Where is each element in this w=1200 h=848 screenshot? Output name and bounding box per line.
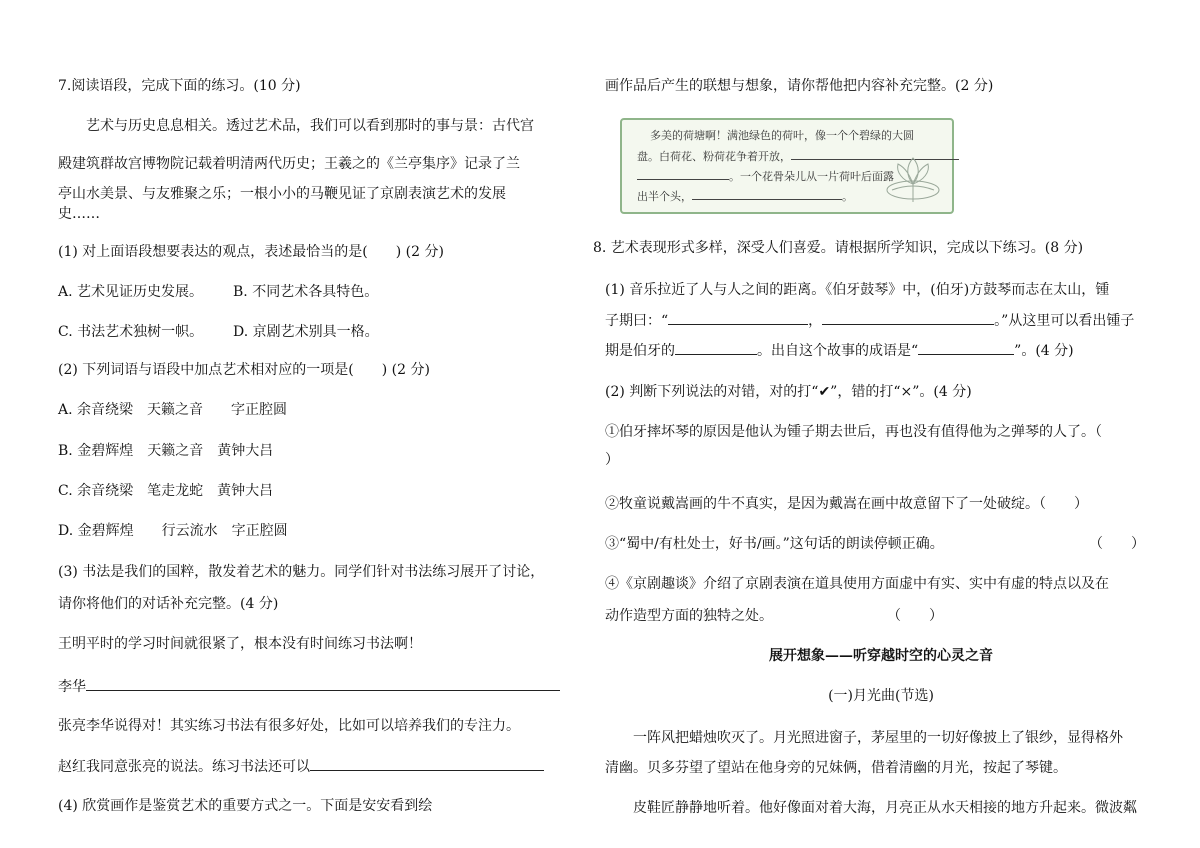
q8-text: ”。(4 分) <box>1014 343 1074 359</box>
q8-1-line <box>605 310 1134 331</box>
story-line: 一阵风把蜡烛吹灭了。月光照进窗子，茅屋里的一切好像披上了银纱，显得格外 <box>633 730 1123 746</box>
judgement-1: ①伯牙摔坏琴的原因是他认为锺子期去世后，再也没有值得他为之弹琴的人了。（ <box>605 424 1102 440</box>
passage-line: 殿建筑群故宫博物院记载着明清两代历史；王羲之的《兰亭集序》记录了兰 <box>58 156 520 172</box>
q1-option-a: A. 艺术见证历史发展。 <box>58 284 204 300</box>
q2-option: A. 余音绕梁 天籁之音 字正腔圆 <box>58 402 288 418</box>
q3-stem: (3) 书法是我们的国粹，散发着艺术的魅力。同学们针对书法练习展开了讨论， <box>58 564 545 580</box>
q4-stem: (4) 欣赏画作是鉴赏艺术的重要方式之一。下面是安安看到绘 <box>58 798 433 814</box>
painting-imagination-box <box>620 118 954 214</box>
box-answer-blank[interactable] <box>692 188 842 200</box>
q1-option-c: C. 书法艺术独树一帜。 <box>58 324 204 340</box>
passage-line: 亭山水美景、与友雅聚之乐；一根小小的马鞭见证了京剧表演艺术的发展 <box>58 186 506 202</box>
q8-text: 期是伯牙的 <box>605 343 675 359</box>
judgement-2: ②牧童说戴嵩画的牛不真实，是因为戴嵩在画中故意留下了一处破绽。（ ） <box>605 496 1088 512</box>
judgement-4-paren[interactable]: （ ） <box>887 608 943 624</box>
q3-stem: 请你将他们的对话补充完整。(4 分) <box>58 596 279 612</box>
box-answer-blank[interactable] <box>637 168 729 180</box>
dialog-li <box>58 676 560 697</box>
box-line <box>637 188 853 205</box>
box-text: 盘。白荷花、粉荷花争着开放， <box>637 150 791 163</box>
box-text: 。 <box>842 190 853 203</box>
dialog-zhang: 张亮李华说得对！其实练习书法有很多好处，比如可以培养我们的专注力。 <box>58 718 520 734</box>
q8-text: 。”从这里可以看出锺子 <box>994 313 1135 329</box>
q8-2-stem: (2) 判断下列说法的对错，对的打“✔”，错的打“×”。(4 分) <box>605 384 972 400</box>
judgement-3: ③“蜀中/有杜处士，好书/画。”这句话的朗读停顿正确。 <box>605 536 944 552</box>
q1-stem: (1) 对上面语段想要表达的观点，表述最恰当的是( ) (2 分) <box>58 244 444 260</box>
box-line <box>637 168 894 185</box>
q1-option-b: B. 不同艺术各具特色。 <box>233 284 379 300</box>
box-text: 出半个头， <box>637 190 692 203</box>
lotus-sketch-icon <box>882 146 944 206</box>
story-title: (一)月光曲(节选) <box>828 688 934 704</box>
answer-blank[interactable] <box>675 340 757 355</box>
answer-blank[interactable] <box>822 310 994 325</box>
answer-blank[interactable] <box>668 310 808 325</box>
q8-text: 子期曰：“ <box>605 313 669 329</box>
answer-blank[interactable] <box>86 676 560 691</box>
q4-continued: 画作品后产生的联想与想象，请你帮他把内容补充完整。(2 分) <box>605 78 994 94</box>
judgement-4: ④《京剧趣谈》介绍了京剧表演在道具使用方面虚中有实、实中有虚的特点以及在 <box>605 576 1109 592</box>
q2-option: B. 金碧辉煌 天籁之音 黄钟大吕 <box>58 443 274 459</box>
dialog-zhao-text: 赵红我同意张亮的说法。练习书法还可以 <box>58 759 310 775</box>
section-title: 展开想象——听穿越时空的心灵之音 <box>769 648 993 664</box>
speaker-name: 李华 <box>58 679 86 695</box>
story-line: 清幽。贝多芬望了望站在他身旁的兄妹俩，借着清幽的月光，按起了琴键。 <box>605 760 1067 776</box>
q2-stem: (2) 下列词语与语段中加点艺术相对应的一项是( ) (2 分) <box>58 362 430 378</box>
q2-option: C. 余音绕梁 笔走龙蛇 黄钟大吕 <box>58 483 274 499</box>
q1-option-d: D. 京剧艺术别具一格。 <box>233 324 379 340</box>
q8-text: 。出自这个故事的成语是“ <box>757 343 919 359</box>
dialog-zhao <box>58 756 544 777</box>
story-line: 皮鞋匠静静地听着。他好像面对着大海，月亮正从水天相接的地方升起来。微波粼 <box>633 800 1137 816</box>
box-text: 。一个花骨朵儿从一片荷叶后面露 <box>729 170 894 183</box>
judgement-3-paren[interactable]: （ ） <box>1089 536 1145 552</box>
q2-option: D. 金碧辉煌 行云流水 字正腔圆 <box>58 523 288 539</box>
judgement-4-cont: 动作造型方面的独特之处。 <box>605 608 773 624</box>
dialog-wang: 王明平时的学习时间就很紧了，根本没有时间练习书法啊！ <box>58 636 422 652</box>
q8-1-line: (1) 音乐拉近了人与人之间的距离。《伯牙鼓琴》中，(伯牙)方鼓琴而志在太山，锺 <box>605 282 1110 298</box>
q7-title: 7.阅读语段，完成下面的练习。(10 分) <box>58 78 301 94</box>
passage-line: 史…… <box>58 206 100 222</box>
passage-line: 艺术与历史息息相关。透过艺术品，我们可以看到那时的事与景：古代宫 <box>86 118 534 134</box>
q8-text: ， <box>808 313 823 329</box>
box-line: 多美的荷塘啊！满池绿色的荷叶，像一个个碧绿的大圆 <box>650 129 914 142</box>
answer-blank[interactable] <box>310 756 544 771</box>
judgement-1-paren[interactable]: ） <box>605 452 619 468</box>
q8-1-line <box>605 340 1074 361</box>
q8-title: 8. 艺术表现形式多样，深受人们喜爱。请根据所学知识，完成以下练习。(8 分) <box>593 240 1084 256</box>
answer-blank[interactable] <box>918 340 1014 355</box>
